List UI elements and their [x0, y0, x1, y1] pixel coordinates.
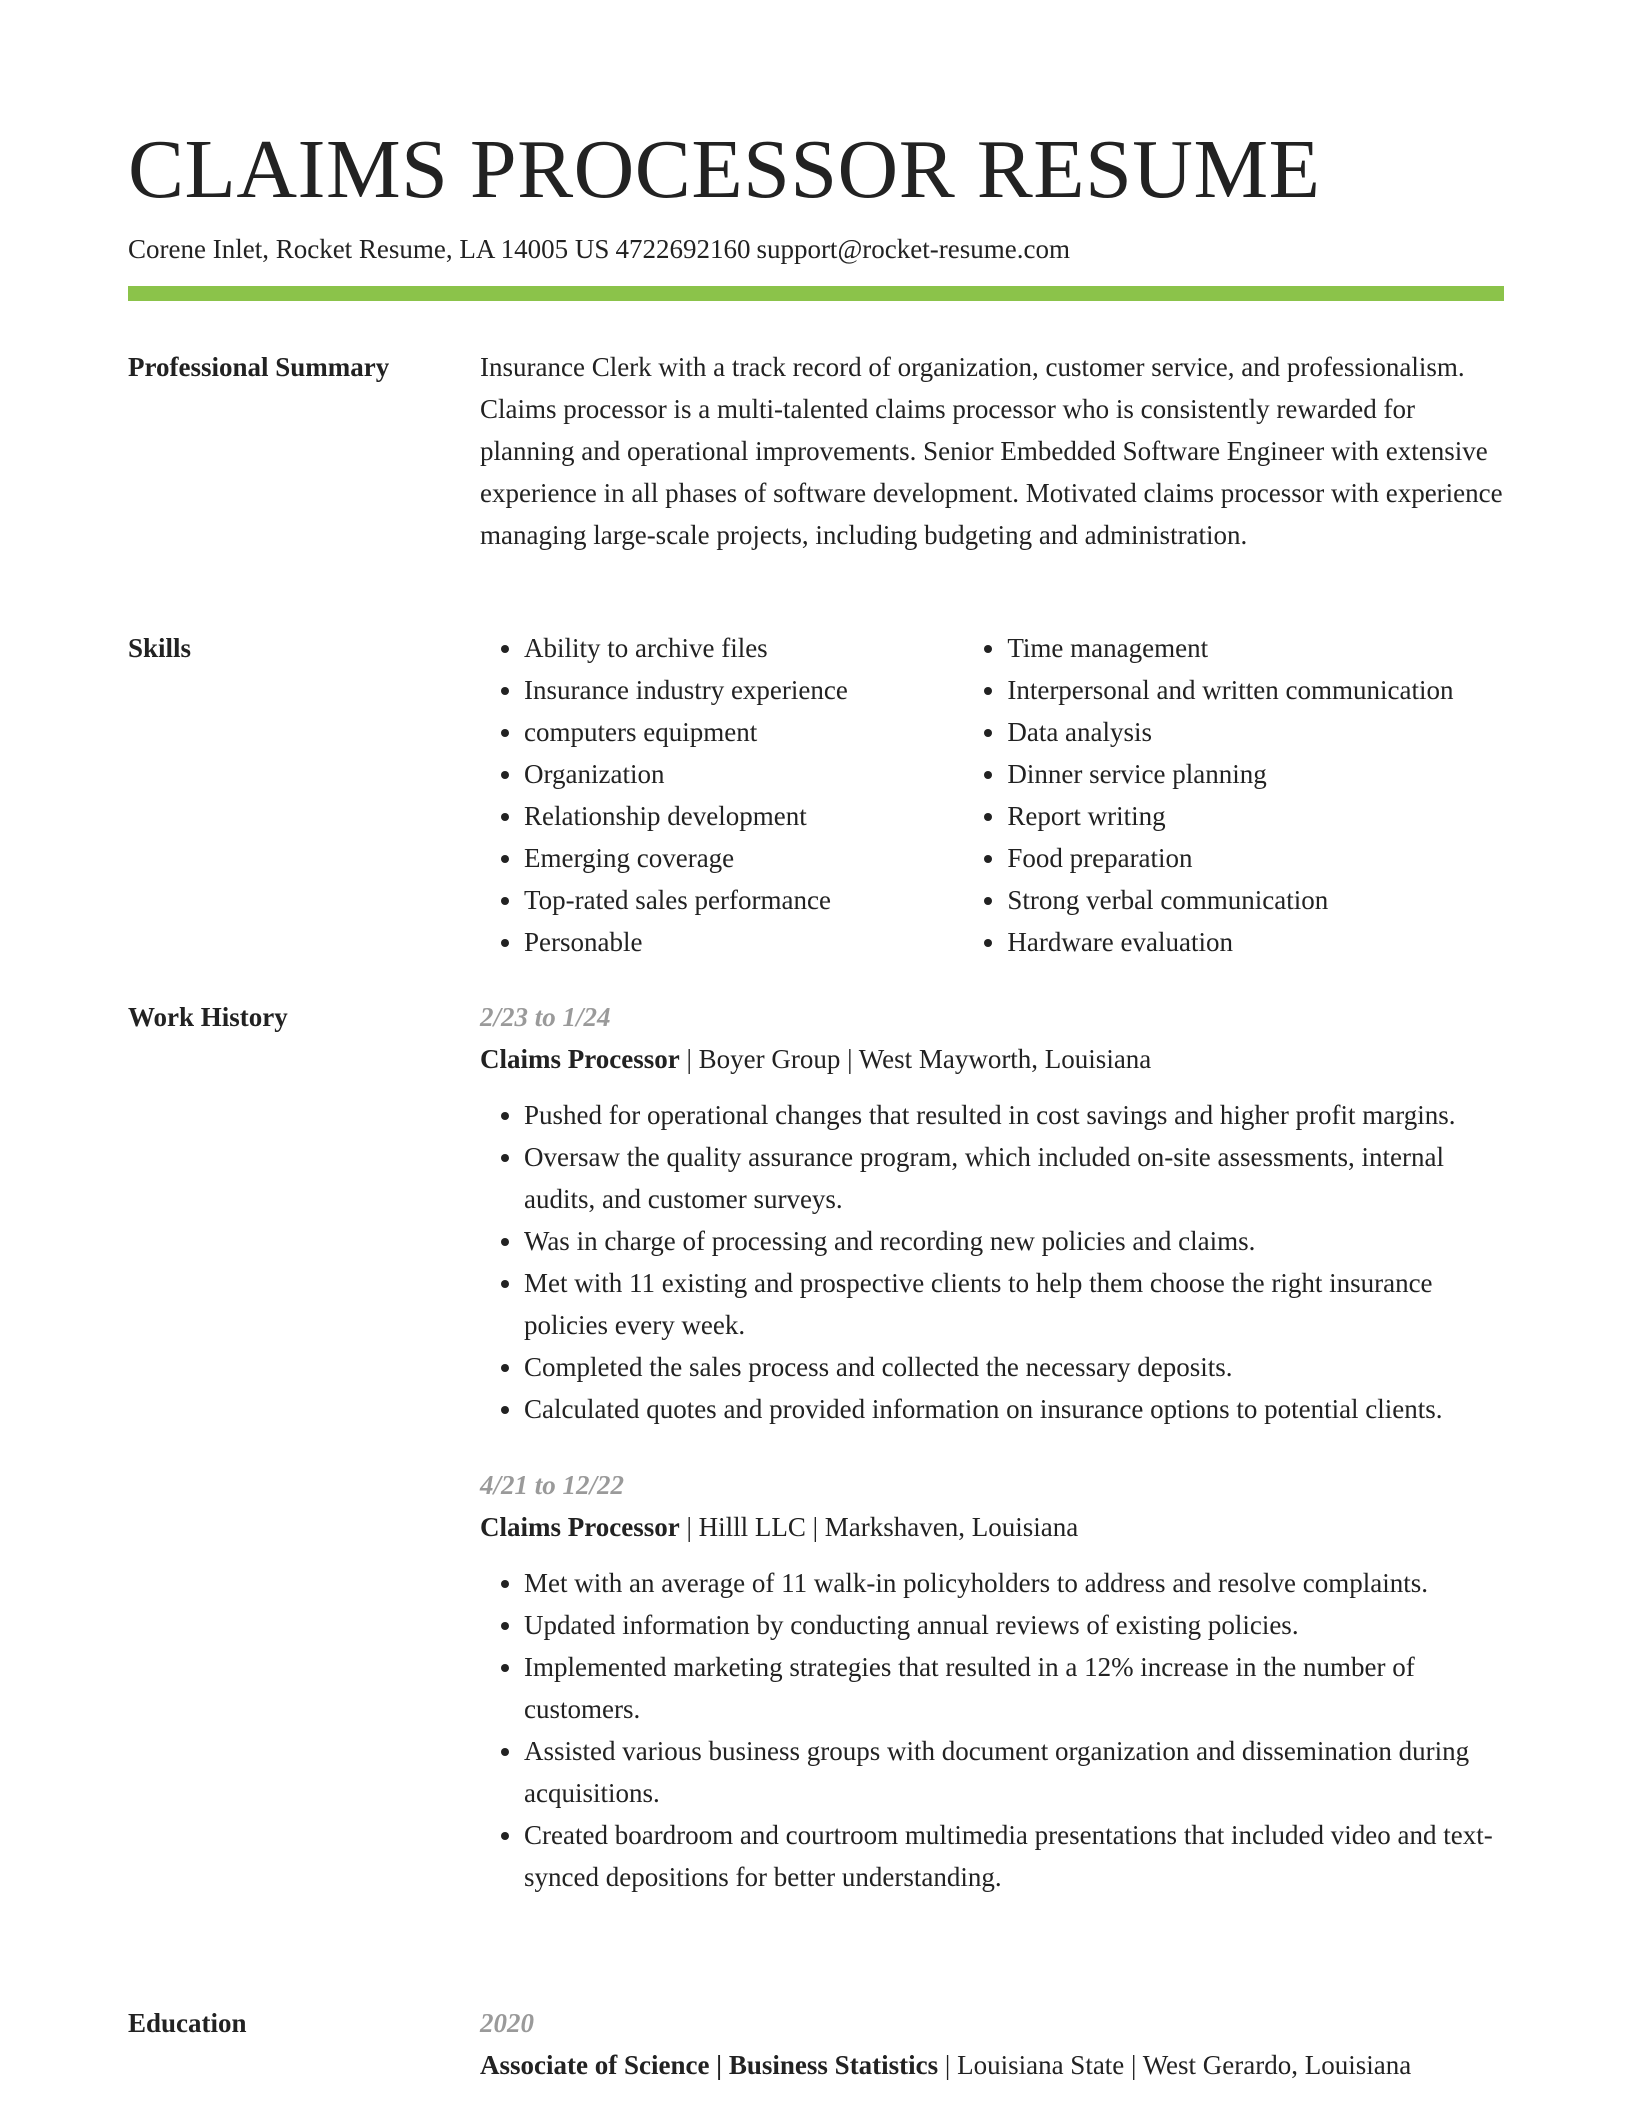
job-bullet: • Was in charge of processing and recording new policies and claims. — [524, 1220, 1504, 1262]
contact-phone: 4722692160 — [615, 234, 751, 264]
job-bullet: • Created boardroom and courtroom multimedia presentations that included video and text-synced depositions for better understanding. — [524, 1814, 1504, 1898]
skill-item: • Food preparation — [1007, 837, 1504, 879]
skill-item: • Relationship development — [524, 795, 963, 837]
job-dates: 4/21 to 12/22 — [480, 1470, 625, 1500]
skill-item: • Ability to archive files — [524, 627, 963, 669]
skills-list-left — [480, 627, 963, 963]
job-bullet: • Implemented marketing strategies that resulted in a 12% increase in the number of customers. — [524, 1646, 1504, 1730]
skill-item: • Top-rated sales performance — [524, 879, 963, 921]
job-bullet: • Calculated quotes and provided information on insurance options to potential clients. — [524, 1388, 1504, 1430]
job-entry — [480, 1464, 1504, 1898]
skills-list-right — [963, 627, 1504, 963]
skill-item: • Interpersonal and written communication — [1007, 669, 1504, 711]
job-bullet-list — [480, 1094, 1504, 1430]
skills-body — [480, 627, 1504, 963]
contact-email: support@rocket-resume.com — [756, 234, 1070, 264]
skills-columns — [480, 627, 1504, 963]
skill-item: • Hardware evaluation — [1007, 921, 1504, 963]
job-title-line — [480, 1038, 1504, 1080]
contact-address: Corene Inlet, Rocket Resume, LA 14005 US — [128, 234, 610, 264]
summary-heading: Professional Summary — [128, 352, 390, 382]
job-title: Claims Processor — [480, 1044, 680, 1074]
education-line — [480, 2044, 1504, 2086]
summary-text: Insurance Clerk with a track record of organization, customer service, and professionalism. Claims processor is a multi-talented claims processor who is consistently rewarded for planning and operational improvements. Senior Embedded Software Engineer with extensive experience in all phases of software development. Motivated claims processor with experience managing large-scale projects, including budgeting and administration. — [480, 352, 1503, 550]
skill-item: • Organization — [524, 753, 963, 795]
job-bullet: • Met with 11 existing and prospective clients to help them choose the right insurance policies every week. — [524, 1262, 1504, 1346]
job-details: | Boyer Group | West Mayworth, Louisiana — [679, 1044, 1152, 1074]
skill-item: • Strong verbal communication — [1007, 879, 1504, 921]
job-bullet: • Met with an average of 11 walk-in policyholders to address and resolve complaints. — [524, 1562, 1504, 1604]
education-body — [480, 2002, 1504, 2086]
work-history-heading: Work History — [128, 1002, 288, 1032]
accent-divider — [128, 286, 1504, 301]
skill-item: • Emerging coverage — [524, 837, 963, 879]
skill-item: • Personable — [524, 921, 963, 963]
job-bullet-list — [480, 1562, 1504, 1898]
job-bullet: • Updated information by conducting annual reviews of existing policies. — [524, 1604, 1504, 1646]
skill-item: • Time management — [1007, 627, 1504, 669]
contact-line — [128, 232, 1076, 266]
skill-item: • Data analysis — [1007, 711, 1504, 753]
job-bullet: • Pushed for operational changes that resulted in cost savings and higher profit margins. — [524, 1094, 1504, 1136]
job-title-line — [480, 1506, 1504, 1548]
job-details: | Hilll LLC | Markshaven, Louisiana — [679, 1512, 1079, 1542]
education-dates: 2020 — [480, 2008, 534, 2038]
summary-body — [480, 346, 1504, 556]
job-dates: 2/23 to 1/24 — [480, 1002, 611, 1032]
job-title: Claims Processor — [480, 1512, 680, 1542]
skill-item: • Report writing — [1007, 795, 1504, 837]
skill-item: • computers equipment — [524, 711, 963, 753]
skill-item: • Dinner service planning — [1007, 753, 1504, 795]
job-bullet: • Completed the sales process and collected the necessary deposits. — [524, 1346, 1504, 1388]
education-degree: Associate of Science | Business Statistics — [480, 2050, 939, 2080]
education-details: | Louisiana State | West Gerardo, Louisiana — [938, 2050, 1412, 2080]
job-entry — [480, 996, 1504, 1430]
resume-title: CLAIMS PROCESSOR RESUME — [128, 123, 1321, 216]
job-bullet: • Oversaw the quality assurance program, which included on-site assessments, internal audits, and customer surveys. — [524, 1136, 1504, 1220]
skills-heading: Skills — [128, 633, 192, 663]
work-history-body — [480, 996, 1504, 1932]
skill-item: • Insurance industry experience — [524, 669, 963, 711]
job-bullet: • Assisted various business groups with document organization and dissemination during acquisitions. — [524, 1730, 1504, 1814]
education-heading: Education — [128, 2008, 247, 2038]
